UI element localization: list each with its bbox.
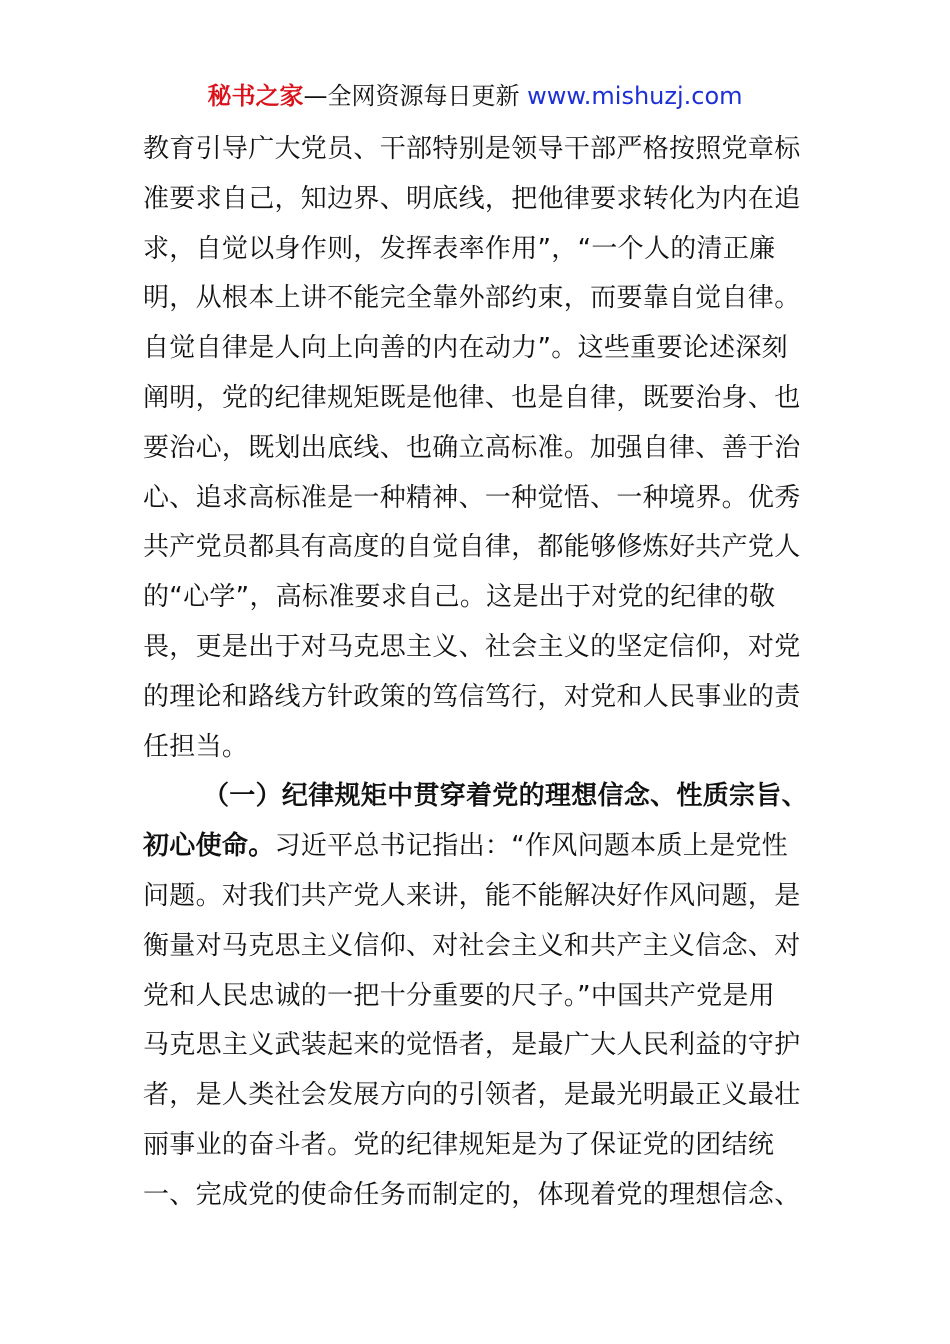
document-body xyxy=(143,125,813,1221)
text-line: 共产党员都具有高度的自觉自律，都能够修炼好共产党人 xyxy=(143,532,801,563)
text-line: 教育引导广大党员、干部特别是领导干部严格按照党章标 xyxy=(143,134,801,164)
text-line: 丽事业的奋斗者。党的纪律规矩是为了保证党的团结统 xyxy=(143,1129,775,1160)
text-line: 党和人民忠诚的一把十分重要的尺子。”中国共产党是用 xyxy=(143,980,775,1011)
text-line: 明，从根本上讲不能完全靠外部约束，而要靠自觉自律。 xyxy=(143,283,801,314)
text-line: 要治心，既划出底线、也确立高标准。加强自律、善于治 xyxy=(143,432,801,463)
text-line: 心、追求高标准是一种精神、一种觉悟、一种境界。优秀 xyxy=(143,482,801,513)
text-line: 者，是人类社会发展方向的引领者，是最光明最正义最壮 xyxy=(143,1080,801,1111)
section-heading-end: 初心使命。 xyxy=(143,831,275,862)
text-line: 求，自觉以身作则，发挥表率作用”，“一个人的清正廉 xyxy=(143,233,776,264)
text-line: 马克思主义武装起来的觉悟者，是最广大人民利益的守护 xyxy=(143,1030,801,1061)
text-line: 任担当。 xyxy=(143,731,249,762)
section-heading: （一）纪律规矩中贯穿着党的理想信念、性质宗旨、 xyxy=(203,781,808,812)
site-brand: 秘书之家 xyxy=(207,82,304,110)
text-line: 的“心学”，高标准要求自己。这是出于对党的纪律的敬 xyxy=(143,582,776,613)
text-line: 一、完成党的使命任务而制定的，体现着党的理想信念、 xyxy=(143,1179,801,1210)
text-line: 准要求自己，知边界、明底线，把他律要求转化为内在追 xyxy=(143,183,801,214)
text-line: 自觉自律是人向上向善的内在动力”。这些重要论述深刻 xyxy=(143,333,788,364)
text-line: 衡量对马克思主义信仰、对社会主义和共产主义信念、对 xyxy=(143,930,801,961)
section-text-start: 习近平总书记指出：“作风问题本质上是党性 xyxy=(274,831,788,862)
site-url-link[interactable]: www.mishuzj.com xyxy=(527,82,743,110)
text-line: 畏，更是出于对马克思主义、社会主义的坚定信仰，对党 xyxy=(143,631,801,662)
text-line: 阐明，党的纪律规矩既是他律、也是自律，既要治身、也 xyxy=(143,382,801,413)
text-line: 的理论和路线方针政策的笃信笃行，对党和人民事业的责 xyxy=(143,681,801,712)
site-tagline: —全网资源每日更新 xyxy=(303,82,528,110)
section-heading-continuation xyxy=(143,822,813,872)
site-header xyxy=(0,80,950,112)
text-line: 问题。对我们共产党人来讲，能不能解决好作风问题，是 xyxy=(143,880,801,911)
